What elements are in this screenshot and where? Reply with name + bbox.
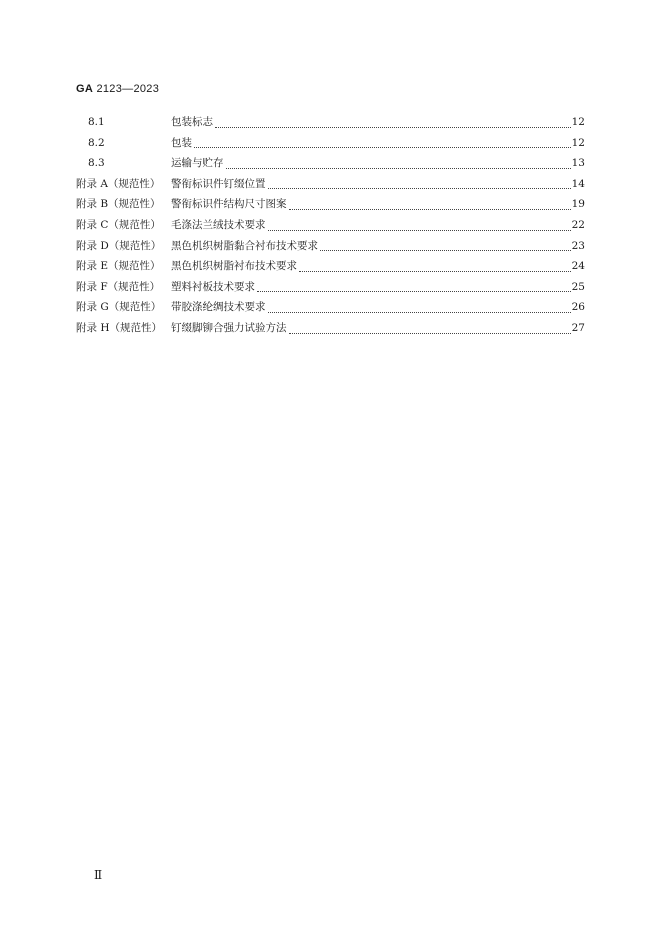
- toc-entry-title: 黑色机织树脂黏合衬布技术要求: [171, 239, 318, 252]
- toc-entry-title: 带胶涤纶绸技术要求: [171, 301, 266, 314]
- toc-entry-title: 钉缀脚铆合强力试验方法: [171, 321, 287, 334]
- toc-entry-page: 27: [571, 321, 585, 334]
- toc-entry-title: 黑色机织树脂衬布技术要求: [171, 260, 297, 273]
- toc-entry-page: 19: [571, 198, 585, 211]
- table-of-contents: [76, 112, 585, 339]
- toc-entry-label: 附录 A（规范性）: [76, 177, 161, 190]
- toc-entry-label: 附录 D（规范性）: [76, 239, 162, 252]
- toc-dot-leader: [194, 147, 571, 148]
- toc-entry-label: 附录 B（规范性）: [76, 198, 161, 211]
- toc-dot-leader: [226, 168, 571, 169]
- toc-entry[interactable]: [76, 174, 585, 195]
- toc-entry-page: 14: [571, 177, 585, 190]
- toc-entry-page: 12: [571, 136, 585, 149]
- toc-entry-label: 8.3: [88, 157, 105, 170]
- toc-entry[interactable]: [76, 153, 585, 174]
- toc-entry-title: 警衔标识件结构尺寸图案: [171, 198, 287, 211]
- toc-dot-leader: [268, 188, 571, 189]
- page-number: Ⅱ: [94, 868, 103, 882]
- toc-entry-page: 23: [571, 239, 585, 252]
- toc-entry-title: 塑料衬板技术要求: [171, 280, 255, 293]
- toc-entry-label: 附录 H（规范性）: [76, 321, 162, 334]
- toc-dot-leader: [257, 291, 571, 292]
- standard-number: 2123—2023: [96, 83, 160, 95]
- standard-code: GA: [76, 83, 94, 95]
- toc-entry[interactable]: [76, 277, 585, 298]
- toc-dot-leader: [268, 312, 571, 313]
- toc-entry-label: 附录 E（规范性）: [76, 260, 161, 273]
- toc-entry-label: 附录 F（规范性）: [76, 280, 161, 293]
- toc-entry-page: 24: [571, 260, 585, 273]
- toc-entry-label: 附录 C（规范性）: [76, 218, 161, 231]
- toc-entry-title: 运输与贮存: [171, 157, 224, 170]
- toc-entry[interactable]: [76, 133, 585, 154]
- toc-entry[interactable]: [76, 194, 585, 215]
- toc-entry-page: 26: [571, 301, 585, 314]
- toc-entry[interactable]: [76, 236, 585, 257]
- toc-dot-leader: [215, 127, 571, 128]
- toc-entry-label: 8.1: [88, 116, 105, 128]
- page-header: [76, 83, 159, 95]
- toc-entry-label: 附录 G（规范性）: [76, 301, 162, 314]
- toc-entry-title: 警衔标识件钉缀位置: [171, 177, 266, 190]
- toc-entry[interactable]: [76, 112, 585, 133]
- toc-entry[interactable]: [76, 256, 585, 277]
- toc-entry-page: 12: [571, 116, 585, 128]
- toc-entry-page: 25: [571, 280, 585, 293]
- toc-entry-label: 8.2: [88, 136, 105, 149]
- toc-dot-leader: [299, 271, 571, 272]
- toc-entry-title: 包装标志: [171, 116, 213, 128]
- toc-entry[interactable]: [76, 215, 585, 236]
- toc-entry-page: 13: [571, 157, 585, 170]
- toc-dot-leader: [268, 230, 571, 231]
- toc-entry-title: 包装: [171, 136, 192, 149]
- toc-entry-title: 毛涤法兰绒技术要求: [171, 218, 266, 231]
- toc-entry[interactable]: [76, 318, 585, 339]
- toc-dot-leader: [289, 209, 571, 210]
- toc-dot-leader: [289, 333, 571, 334]
- toc-entry[interactable]: [76, 297, 585, 318]
- toc-dot-leader: [320, 250, 571, 251]
- toc-entry-page: 22: [571, 218, 585, 231]
